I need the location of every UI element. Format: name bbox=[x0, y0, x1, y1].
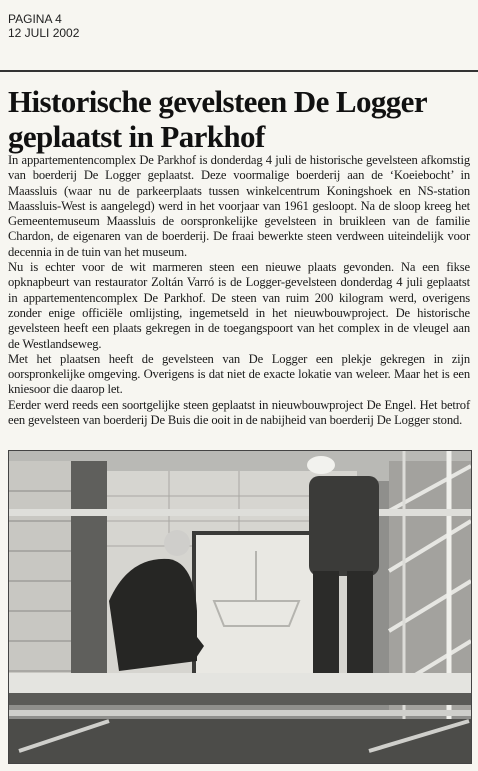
publication-date: 12 JULI 2002 bbox=[8, 26, 80, 40]
page-header bbox=[8, 12, 79, 40]
article-body bbox=[8, 153, 470, 428]
photo-illustration bbox=[9, 451, 471, 763]
article-paragraph: Eerder werd reeds een soortgelijke steen geplaatst in nieuwbouwproject De Engel. Het betrof een gevelsteen van boerderij De Buis die ooit in de nabijheid van boerderij De Logger stond. bbox=[8, 397, 470, 428]
article-paragraph: In appartementencomplex De Parkhof is donderdag 4 juli de historische gevelsteen afkomstig van boerderij De Logger geplaatst. Deze voormalige boerderij aan de ‘Koeiebocht’ in Maassluis (waar nu de parkeerplaats tussen winkelcentrum Koningshoek en NS-station Maassluis-West is aangelegd) werd in het voorjaar van 1961 gesloopt. Na de sloop kreeg het Gemeentemuseum Maassluis de oorspronkelijke gevelsteen in bruikleen van de familie Chardon, de eigenaren van de boerderij. De fraai bewerkte steen verdween uiteindelijk voor decennia in de tuin van het museum. bbox=[8, 153, 470, 259]
article-paragraph: Met het plaatsen heeft de gevelsteen van De Logger een plekje gekregen in zijn oorspronkelijke omgeving. Overigens is dat niet de exacte lokatie van weleer. Maar het is een kniesoor die daarop let. bbox=[8, 351, 470, 397]
page-number: PAGINA 4 bbox=[8, 12, 62, 26]
news-photo bbox=[8, 450, 472, 764]
header-divider bbox=[0, 70, 478, 72]
article-headline: Historische gevelsteen De Logger geplaatst in Parkhof bbox=[8, 84, 427, 154]
article-paragraph: Nu is echter voor de wit marmeren steen een nieuwe plaats gevonden. Na een fikse opknapbeurt van restaurator Zoltán Varró is de Logger-gevelsteen donderdag 4 juli geplaatst in appartementencomplex De Parkhof. De steen van ruim 200 kilogram werd, overigens zonder enige officiële omlijsting, ingemetseld in het nieuwbouwproject. De historische gevelsteen heeft een plaats gekregen in de toegangspoort van het complex in de vleugel aan de Westlandseweg. bbox=[8, 260, 470, 351]
